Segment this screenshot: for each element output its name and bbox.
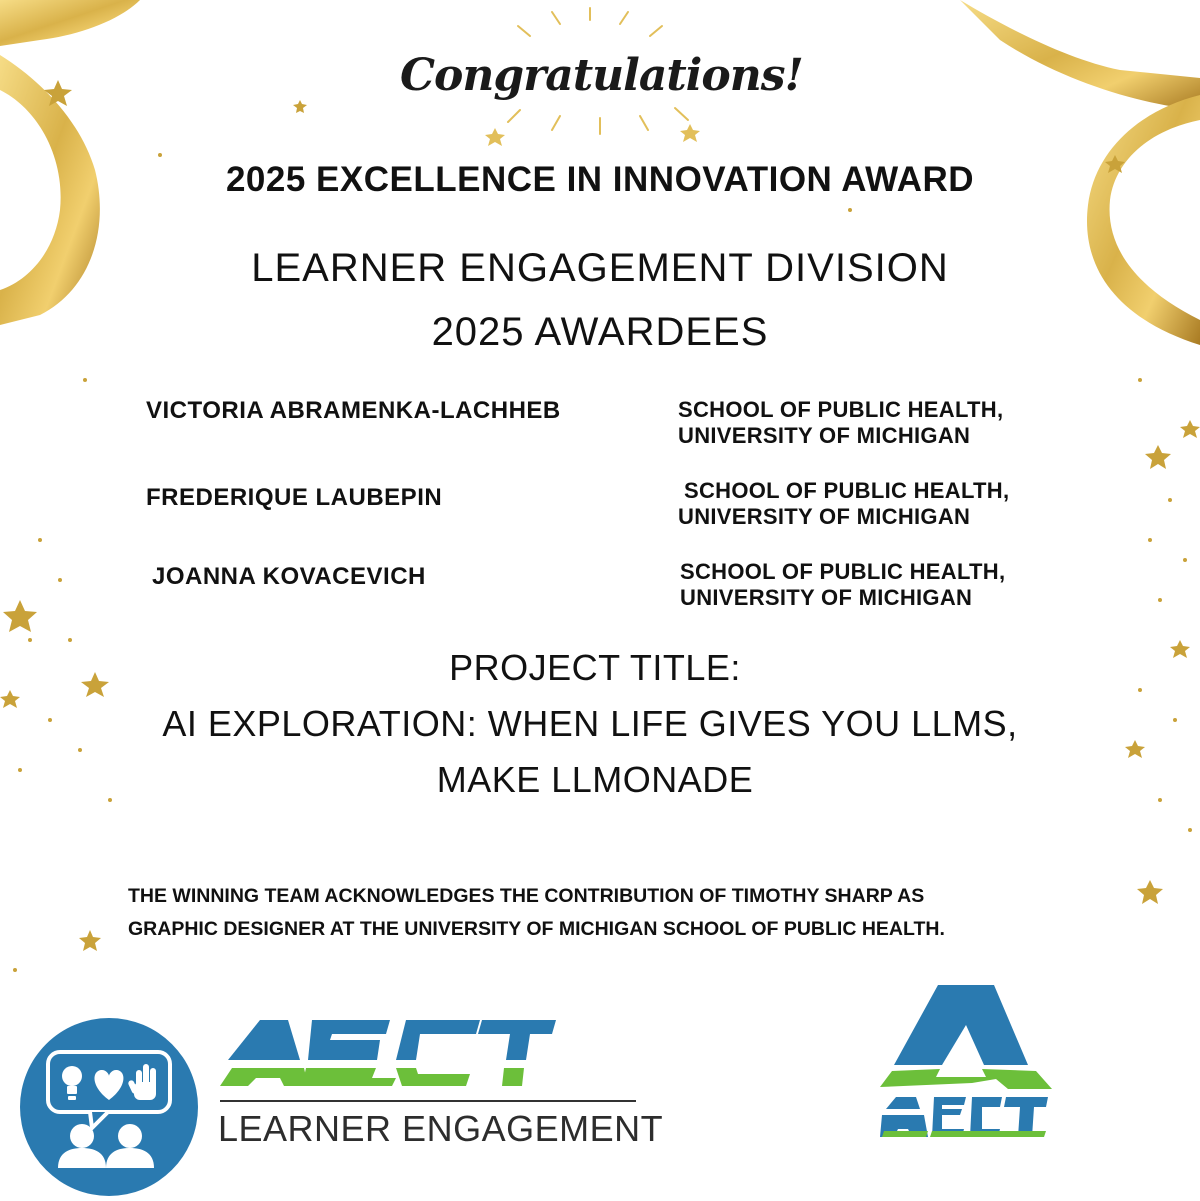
project-section <box>0 640 1200 808</box>
awardee-affiliation <box>678 397 1003 449</box>
acknowledgement-line: GRAPHIC DESIGNER AT THE UNIVERSITY OF MICHIGAN SCHOOL OF PUBLIC HEALTH. <box>128 918 945 940</box>
congratulations-text: Congratulations! <box>400 50 803 101</box>
learner-engagement-logo-badge <box>20 1018 198 1196</box>
raised-hand-icon <box>127 1064 156 1100</box>
acknowledgement <box>100 880 1100 946</box>
affiliation-line: SCHOOL OF PUBLIC HEALTH, <box>680 559 1006 584</box>
project-title-line: AI EXPLORATION: WHEN LIFE GIVES YOU LLMS, <box>162 703 1018 744</box>
aect-wordmark-left <box>220 1012 560 1092</box>
affiliation-line: SCHOOL OF PUBLIC HEALTH, <box>678 397 1004 422</box>
awardee-affiliation <box>680 559 1005 611</box>
acknowledgement-line: THE WINNING TEAM ACKNOWLEDGES THE CONTRIBUTION OF TIMOTHY SHARP AS <box>128 885 925 907</box>
affiliation-line: UNIVERSITY OF MICHIGAN <box>680 585 973 610</box>
learner-engagement-text: LEARNER ENGAGEMENT <box>218 1108 664 1149</box>
lightbulb-icon <box>62 1066 82 1100</box>
people-icon <box>58 1124 154 1168</box>
affiliation-line: UNIVERSITY OF MICHIGAN <box>678 423 971 448</box>
congratulations-banner <box>400 20 803 150</box>
awardees-heading: 2025 AWARDEES <box>431 310 769 354</box>
awardee-name: FREDERIQUE LAUBEPIN <box>146 484 443 511</box>
division-heading <box>0 236 1200 364</box>
divider <box>220 1100 636 1102</box>
affiliation-line: SCHOOL OF PUBLIC HEALTH, <box>684 478 1010 503</box>
division-name: LEARNER ENGAGEMENT DIVISION <box>251 246 949 290</box>
project-label: PROJECT TITLE: <box>449 647 741 688</box>
star-decoration <box>0 80 1200 972</box>
award-title: 2025 EXCELLENCE IN INNOVATION AWARD <box>225 160 975 199</box>
aect-logo-right <box>876 985 1056 1145</box>
project-title-line: MAKE LLMONADE <box>436 759 754 800</box>
awardee-name: JOANNA KOVACEVICH <box>152 563 426 590</box>
heart-icon <box>95 1070 124 1100</box>
awardee-name: VICTORIA ABRAMENKA-LACHHEB <box>146 397 561 424</box>
affiliation-line: UNIVERSITY OF MICHIGAN <box>678 504 971 529</box>
awardee-affiliation <box>678 478 1009 530</box>
